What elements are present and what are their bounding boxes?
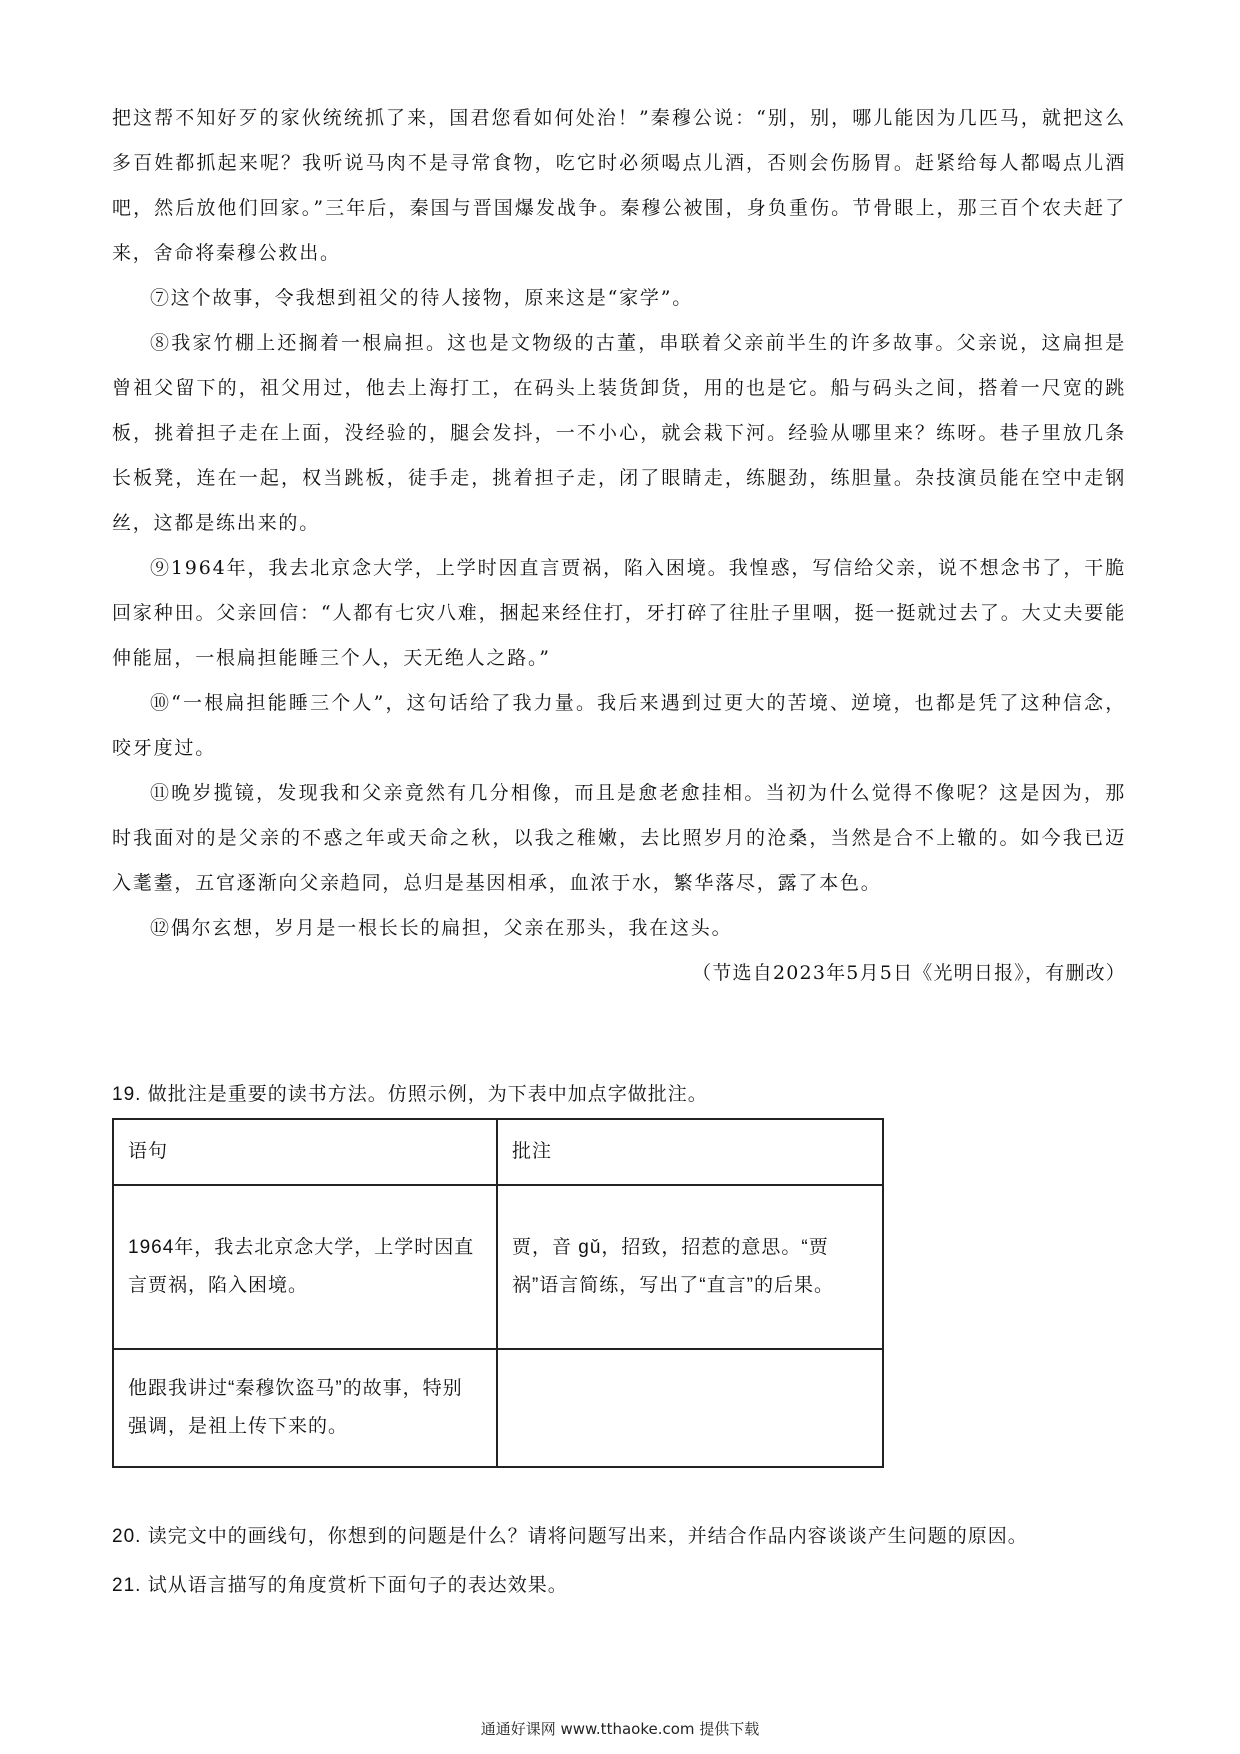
paragraph-11: ⑪晚岁揽镜，发现我和父亲竟然有几分相像，而且是愈老愈挂相。当初为什么觉得不像呢？这是因为，那时我面对的是父亲的不惑之年或天命之秋，以我之稚嫩，去比照岁月的沧桑，当然是合不上辙的。如今我已迈入耄耋，五官逐渐向父亲趋同，总归是基因相承，血浓于水，繁华落尽，露了本色。 (112, 782, 1126, 894)
header-annotation: 批注 (497, 1119, 883, 1185)
sentence-cell: 1964年，我去北京念大学，上学时因直言贾祸，陷入困境。 (113, 1185, 497, 1349)
paragraph-10: ⑩“一根扁担能睡三个人”，这句话给了我力量。我后来遇到过更大的苦境、逆境，也都是凭了这种信念，咬牙度过。 (112, 692, 1126, 759)
paragraph-12: ⑫偶尔玄想，岁月是一根长长的扁担，父亲在那头，我在这头。 (150, 917, 733, 939)
question-20: 20. 读完文中的画线句，你想到的问题是什么？请将问题写出来，并结合作品内容谈谈产生问题的原因。 (112, 1526, 1028, 1547)
table-row (113, 1185, 883, 1349)
table-row (113, 1349, 883, 1467)
paragraph-7: ⑦这个故事，令我想到祖父的待人接物，原来这是“家学”。 (150, 287, 694, 309)
question-19: 19. 做批注是重要的读书方法。仿照示例，为下表中加点字做批注。 (112, 1084, 708, 1105)
annotation-answer-cell[interactable] (497, 1349, 883, 1467)
annotation-table (112, 1118, 884, 1468)
source-citation: （节选自2023年5月5日《光明日报》，有删改） (692, 962, 1126, 984)
annotation-cell: 贾，音 gǔ，招致，招惹的意思。“贾祸”语言简练，写出了“直言”的后果。 (497, 1185, 883, 1349)
header-sentence: 语句 (113, 1119, 497, 1185)
paragraph-continued: 把这帮不知好歹的家伙统统抓了来，国君您看如何处治！”秦穆公说：“别，别，哪儿能因为几匹马，就把这么多百姓都抓起来呢？我听说马肉不是寻常食物，吃它时必须喝点儿酒，否则会伤肠胃。赶紧给每人都喝点儿酒吧，然后放他们回家。”三年后，秦国与晋国爆发战争。秦穆公被围，身负重伤。节骨眼上，那三百个农夫赶了来，舍命将秦穆公救出。 (112, 107, 1126, 264)
question-21: 21. 试从语言描写的角度赏析下面句子的表达效果。 (112, 1575, 568, 1596)
page-footer: 通通好课网 www.tthaoke.com 提供下载 (480, 1720, 760, 1738)
reading-passage (112, 96, 1126, 996)
sentence-cell: 他跟我讲过“秦穆饮盗马”的故事，特别强调，是祖上传下来的。 (113, 1349, 497, 1467)
paragraph-8: ⑧我家竹棚上还搁着一根扁担。这也是文物级的古董，串联着父亲前半生的许多故事。父亲说，这扁担是曾祖父留下的，祖父用过，他去上海打工，在码头上装货卸货，用的也是它。船与码头之间，搭着一尺宽的跳板，挑着担子走在上面，没经验的，腿会发抖，一不小心，就会栽下河。经验从哪里来？练呀。巷子里放几条长板凳，连在一起，权当跳板，徒手走，挑着担子走，闭了眼睛走，练腿劲，练胆量。杂技演员能在空中走钢丝，这都是练出来的。 (112, 332, 1126, 534)
table-header-row (113, 1119, 883, 1185)
paragraph-9: ⑨1964年，我去北京念大学，上学时因直言贾祸，陷入困境。我惶惑，写信给父亲，说不想念书了，干脆回家种田。父亲回信：“人都有七灾八难，捆起来经住打，牙打碎了往肚子里咽，挺一挺就过去了。大丈夫要能伸能屈，一根扁担能睡三个人，天无绝人之路。” (112, 557, 1126, 669)
